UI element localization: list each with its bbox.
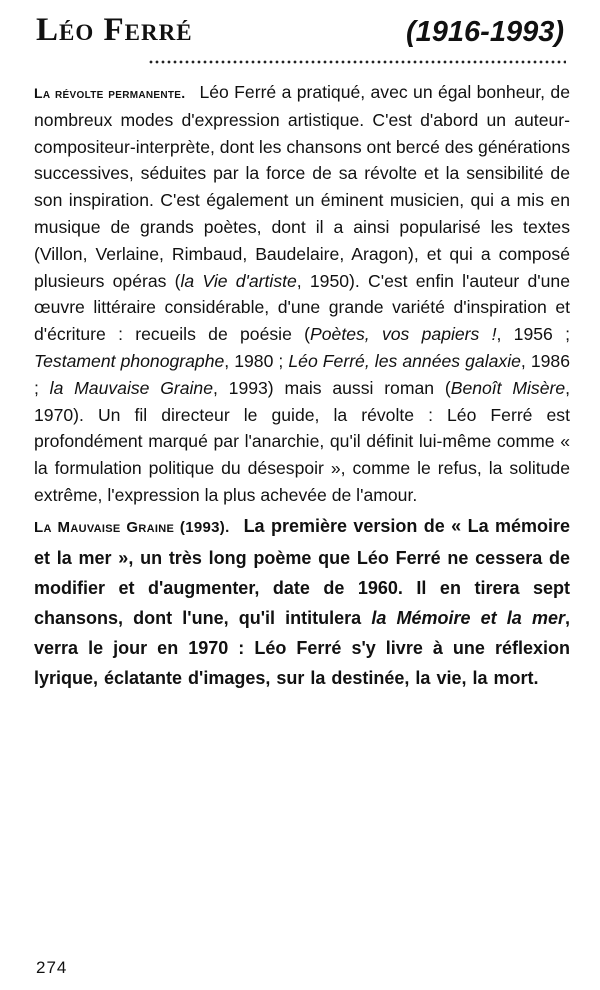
- paragraph-revolte: [34, 79, 570, 509]
- author-name: Léo Ferré: [36, 12, 193, 48]
- body-text: [34, 79, 570, 693]
- text-segment: , 1970). Un fil directeur le guide, la révolte : Léo Ferré est profondément marqué par l'anarchie, qu'il définit lui-même comme « la formulation politique du désespoir », comme le refus, la solitude extrême, l'expression la plus achevée de l'amour.: [34, 377, 571, 505]
- work-title: Léo Ferré, les années galaxie: [288, 350, 521, 371]
- work-title: Benoît Misère: [450, 377, 566, 398]
- section-heading: La Mauvaise Graine (1993).: [34, 518, 230, 536]
- work-title: la Mauvaise Graine: [49, 377, 214, 398]
- work-title: la Vie d'artiste: [180, 270, 297, 291]
- text-segment: , 1956 ;: [496, 324, 570, 345]
- text-segment: , 1980 ;: [224, 350, 289, 371]
- work-title: la Mémoire et la mer: [371, 607, 565, 628]
- work-title: Testament phonographe: [34, 350, 225, 371]
- header: [34, 6, 574, 50]
- work-title: Poètes, vos papiers !: [310, 324, 497, 345]
- section-heading: La révolte permanente.: [34, 85, 186, 101]
- dotted-rule: [148, 60, 566, 64]
- author-dates: (1916-1993): [406, 16, 564, 48]
- text-segment: , 1950). C'est enfin l'auteur d'une œuvre littéraire considérable, d'une grande variété d'inspiration et d'écriture : recueils de poésie (: [34, 270, 570, 345]
- text-segment: La première version de « La mémoire et la mer », un très long poème que Léo Ferré ne cessera de modifier et d'augmenter, date de 1960. Il en tirera sept chansons, dont l'une, qu'il intitulera: [34, 515, 571, 628]
- text-segment: Léo Ferré a pratiqué, avec un égal bonheur, de nombreux modes d'expression artistique. C'est d'abord un auteur-compositeur-interprète, dont les chansons ont bercé des générations successives, séduites par la force de sa révolte et la sensibilité de son inspiration. C'est également un éminent musicien, qui a mis en musique de grands poètes, dont il a ainsi popularisé les textes (Villon, Verlaine, Rimbaud, Baudelaire, Aragon), et qui a composé plusieurs opéras (: [34, 82, 570, 291]
- paragraph-mauvaise-graine: [34, 511, 570, 693]
- text-segment: , 1986 ;: [34, 350, 570, 398]
- text-segment: , 1993) mais aussi roman (: [213, 377, 451, 398]
- page-number: 274: [36, 958, 68, 977]
- text-segment: , verra le jour en 1970 : Léo Ferré s'y livre à une réflexion lyrique, éclatante d'images, sur la destinée, la vie, la mort.: [34, 607, 570, 688]
- page: [34, 6, 574, 688]
